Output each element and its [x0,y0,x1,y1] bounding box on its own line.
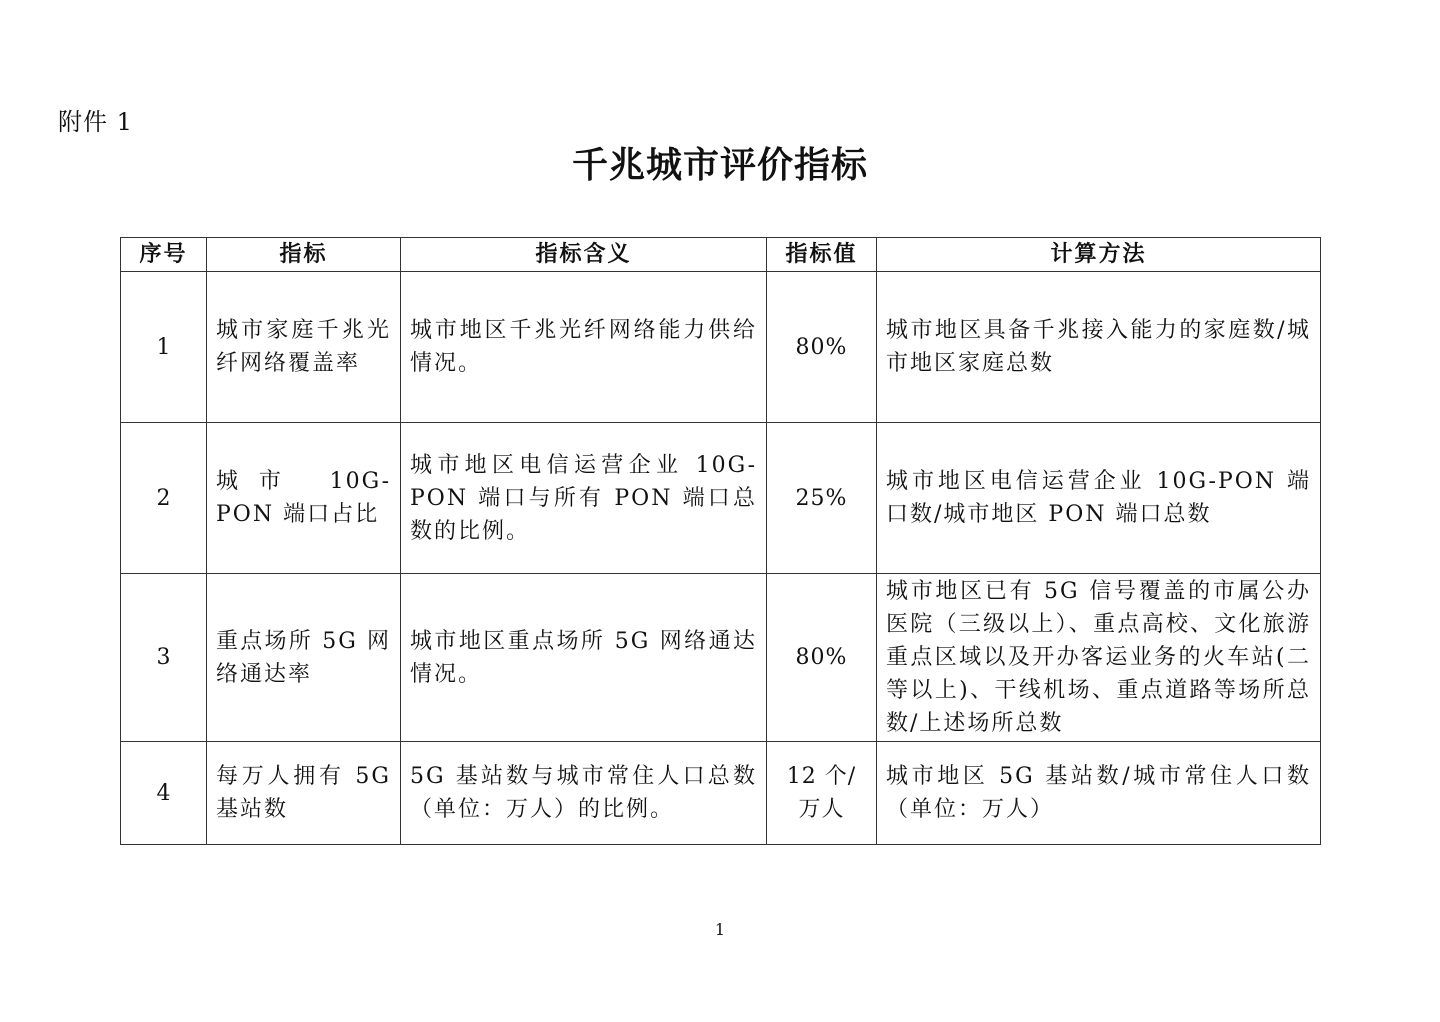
cell-value: 80% [767,574,877,742]
cell-no: 4 [121,742,207,845]
cell-meaning: 城市地区电信运营企业 10G-PON 端口与所有 PON 端口总数的比例。 [401,423,767,574]
indicator-table [120,237,1321,845]
table-header-row [121,238,1321,272]
cell-indicator: 城市家庭千兆光纤网络覆盖率 [207,272,401,423]
cell-value: 12 个/万人 [767,742,877,845]
table-row [121,574,1321,742]
cell-indicator: 每万人拥有 5G 基站数 [207,742,401,845]
table-row [121,423,1321,574]
header-indicator: 指标 [207,238,401,272]
cell-meaning: 5G 基站数与城市常住人口总数（单位：万人）的比例。 [401,742,767,845]
header-no: 序号 [121,238,207,272]
cell-meaning: 城市地区重点场所 5G 网络通达情况。 [401,574,767,742]
cell-method: 城市地区具备千兆接入能力的家庭数/城市地区家庭总数 [877,272,1321,423]
cell-value: 80% [767,272,877,423]
page-number: 1 [714,920,726,939]
cell-method: 城市地区已有 5G 信号覆盖的市属公办医院（三级以上）、重点高校、文化旅游重点区域以及开办客运业务的火车站(二等以上)、干线机场、重点道路等场所总数/上述场所总数 [877,574,1321,742]
table-row [121,272,1321,423]
cell-no: 3 [121,574,207,742]
document-title: 千兆城市评价指标 [571,144,868,186]
header-value: 指标值 [767,238,877,272]
cell-no: 2 [121,423,207,574]
cell-method: 城市地区电信运营企业 10G-PON 端口数/城市地区 PON 端口总数 [877,423,1321,574]
cell-meaning: 城市地区千兆光纤网络能力供给情况。 [401,272,767,423]
cell-no: 1 [121,272,207,423]
cell-value: 25% [767,423,877,574]
table-row [121,742,1321,845]
header-method: 计算方法 [877,238,1321,272]
annex-label: 附件 1 [58,108,133,136]
cell-indicator: 重点场所 5G 网络通达率 [207,574,401,742]
header-meaning: 指标含义 [401,238,767,272]
cell-method: 城市地区 5G 基站数/城市常住人口数（单位：万人） [877,742,1321,845]
cell-indicator: 城市 10G-PON 端口占比 [207,423,401,574]
